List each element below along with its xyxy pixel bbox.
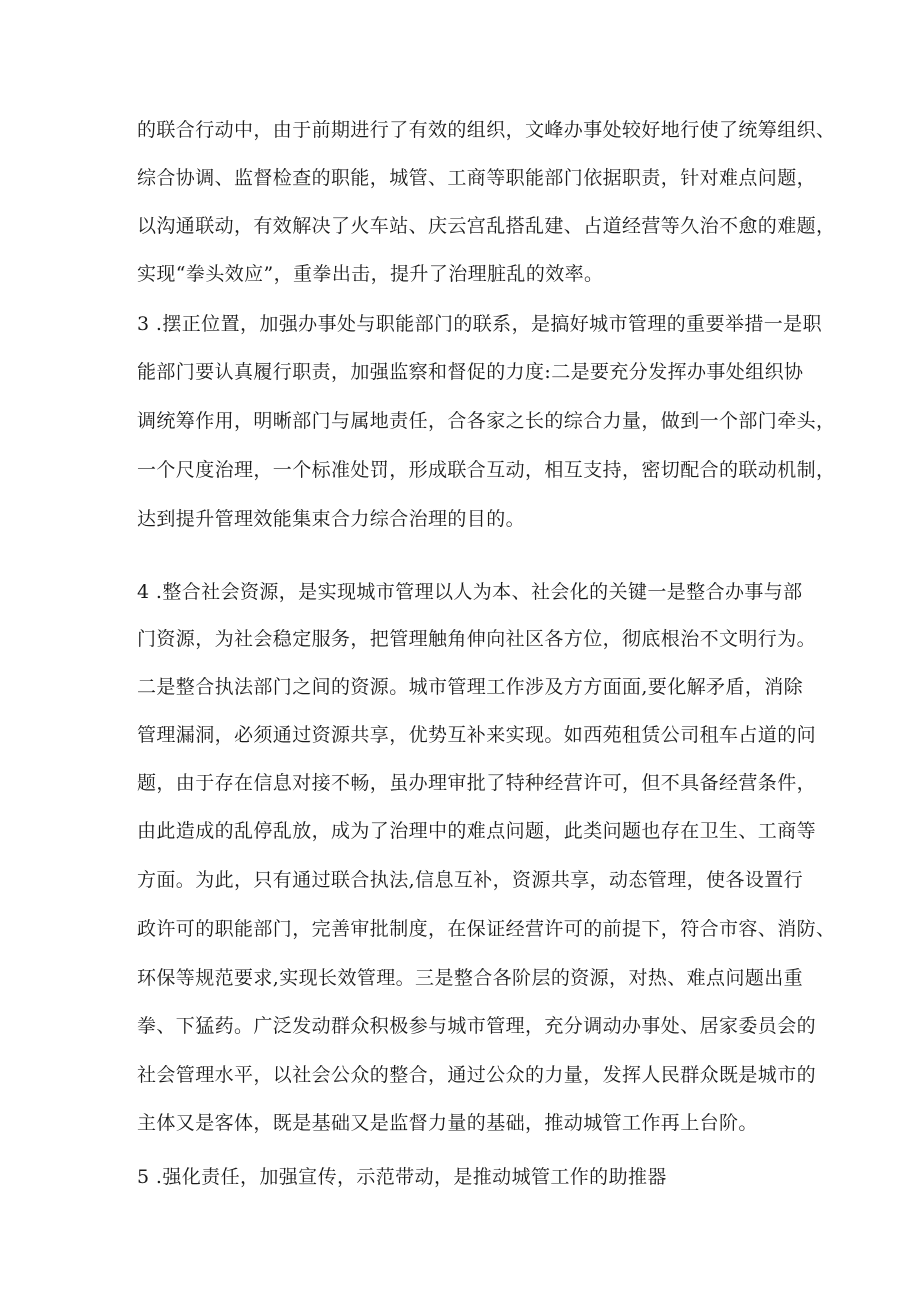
text-line: 3 .摆正位置，加强办事处与职能部门的联系，是搞好城市管理的重要举措一是职 [137, 313, 822, 335]
text-line: 主体又是客体，既是基础又是监督力量的基础，推动城管工作再上台阶。 [137, 1112, 758, 1134]
text-line: 综合协调、监督检查的职能，城管、工商等职能部门依据职责，针对难点问题， [137, 167, 817, 189]
text-line: 方面。为此，只有通过联合执法,信息互补，资源共享，动态管理，使各设置行 [137, 869, 804, 891]
text-line: 能部门要认真履行职责，加强监察和督促的力度:二是要充分发挥办事处组织协 [137, 361, 804, 383]
text-line: 拳、下猛药。广泛发动群众积极参与城市管理，充分调动办事处、居家委员会的 [137, 1015, 817, 1037]
text-line: 实现“拳头效应”，重拳出击，提升了治理脏乱的效率。 [137, 263, 604, 285]
text-line: 二是整合执法部门之间的资源。城市管理工作涉及方方面面,要化解矛盾，消除 [137, 676, 804, 698]
text-line: 达到提升管理效能集束合力综合治理的目的。 [137, 508, 526, 530]
text-line: 以沟通联动，有效解决了火车站、庆云宫乱搭乱建、占道经营等久治不愈的难题， [137, 215, 836, 237]
text-line: 4 .整合社会资源，是实现城市管理以人为本、社会化的关键一是整合办事与部 [137, 581, 803, 603]
text-line: 一个尺度治理，一个标准处罚，形成联合互动，相互支持，密切配合的联动机制， [137, 459, 836, 481]
text-line: 管理漏洞，必须通过资源共享，优势互补来实现。如西苑租赁公司租车占道的问 [137, 724, 817, 746]
text-line: 调统筹作用，明晰部门与属地责任，合各家之长的综合力量，做到一个部门牵头， [137, 410, 836, 432]
text-line: 题，由于存在信息对接不畅，虽办理审批了特种经营许可，但不具备经营条件， [137, 772, 817, 794]
text-line: 的联合行动中，由于前期进行了有效的组织，文峰办事处较好地行使了统筹组织、 [137, 119, 836, 141]
text-line: 门资源，为社会稳定服务，把管理触角伸向社区各方位，彻底根治不文明行为。 [137, 628, 817, 650]
text-line: 政许可的职能部门，完善审批制度，在保证经营许可的前提下，符合市容、消防、 [137, 918, 836, 940]
text-line: 5 .强化责任，加强宣传，示范带动，是推动城管工作的助推器 [137, 1166, 667, 1188]
text-line: 由此造成的乱停乱放，成为了治理中的难点问题，此类问题也存在卫生、工商等 [137, 820, 817, 842]
text-line: 社会管理水平，以社会公众的整合，通过公众的力量，发挥人民群众既是城市的 [137, 1064, 817, 1086]
text-line: 环保等规范要求,实现长效管理。三是整合各阶层的资源，对热、难点问题出重 [137, 967, 804, 989]
